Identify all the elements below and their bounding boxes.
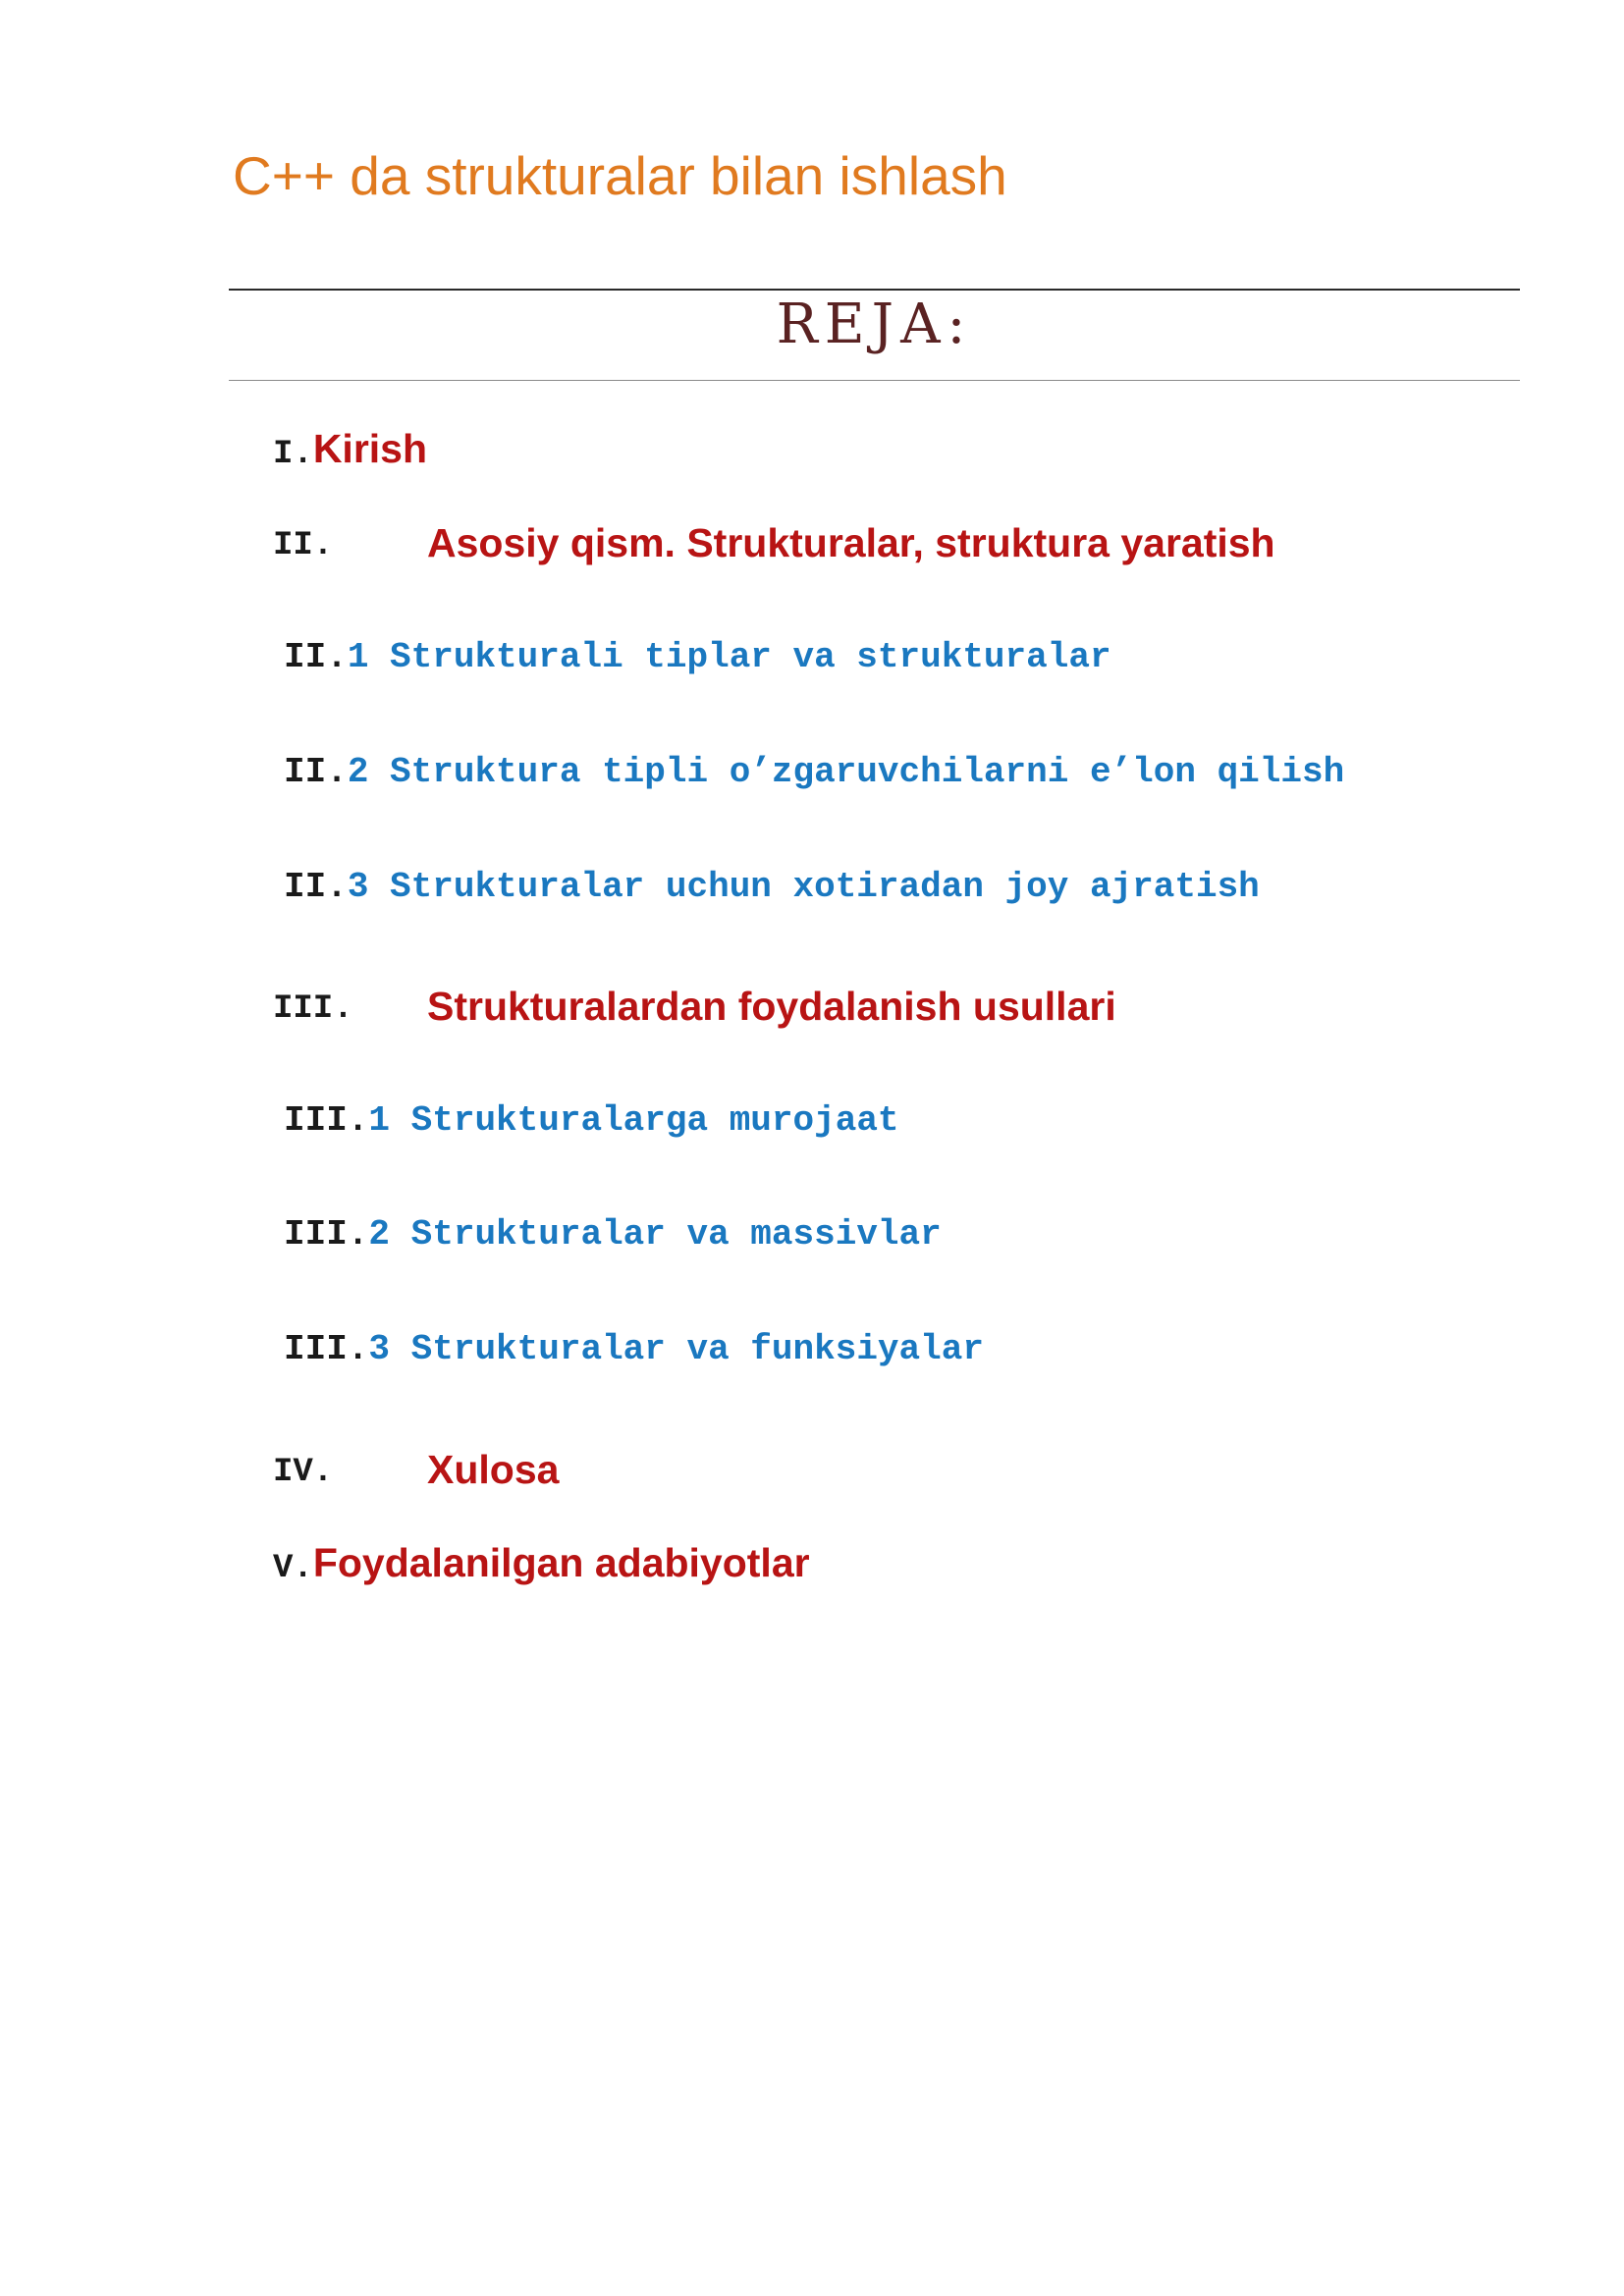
toc-item-xulosa	[273, 1447, 1549, 1499]
toc-sub-roman: II.	[284, 637, 348, 677]
toc-sub-roman: II.	[284, 867, 348, 907]
toc-number: II.	[273, 527, 334, 564]
toc-item-kirish	[273, 426, 428, 473]
toc-sub-digit: 2	[368, 1214, 391, 1255]
toc-subitem-iii-3	[284, 1329, 984, 1369]
toc-sub-roman: III.	[284, 1100, 369, 1141]
toc-subitem-iii-2	[284, 1214, 942, 1255]
toc-subitem-ii-1	[284, 637, 1111, 677]
toc-section-text: Foydalanilgan adabiyotlar	[312, 1540, 810, 1585]
document-title: C++ da strukturalar bilan ishlash	[233, 145, 1007, 206]
toc-number: III.	[273, 990, 353, 1028]
toc-item-adabiyotlar	[273, 1540, 810, 1587]
toc-number: I.	[273, 436, 313, 473]
toc-subitem-iii-1	[284, 1100, 899, 1141]
toc-number: IV.	[273, 1454, 334, 1491]
toc-number: V.	[273, 1550, 313, 1587]
toc-subsection-text: Strukturali tiplar va strukturalar	[390, 637, 1111, 677]
toc-sub-roman: III.	[284, 1214, 369, 1255]
toc-section-text: Asosiy qism. Strukturalar, struktura yaratish	[427, 520, 1275, 565]
toc-sub-digit: 3	[368, 1329, 391, 1369]
toc-sub-digit: 1	[368, 1100, 391, 1141]
toc-sub-roman: III.	[284, 1329, 369, 1369]
toc-section-text: Kirish	[312, 426, 428, 471]
toc-section-text: Xulosa	[427, 1447, 560, 1492]
heading-rule-top	[229, 289, 1520, 291]
heading-rule-bottom	[229, 380, 1520, 381]
toc-sub-digit: 1	[347, 637, 369, 677]
toc-item-foydalanish-usullari	[273, 984, 1549, 1036]
toc-sub-digit: 3	[347, 867, 369, 907]
toc-subsection-text: Struktura tipli o’zgaruvchilarni e’lon qilish	[390, 752, 1345, 792]
toc-section-text: Strukturalardan foydalanish usullari	[427, 984, 1116, 1029]
toc-subitem-ii-3	[284, 867, 1260, 907]
reja-heading: REJA:	[776, 293, 973, 356]
toc-subitem-ii-2	[284, 752, 1345, 792]
toc-sub-roman: II.	[284, 752, 348, 792]
toc-subsection-text: Strukturalarga murojaat	[410, 1100, 899, 1141]
toc-sub-digit: 2	[347, 752, 369, 792]
toc-subsection-text: Strukturalar va massivlar	[410, 1214, 942, 1255]
toc-subsection-text: Strukturalar va funksiyalar	[410, 1329, 984, 1369]
toc-subsection-text: Strukturalar uchun xotiradan joy ajratish	[390, 867, 1260, 907]
toc-item-asosiy-qism	[273, 520, 1549, 572]
